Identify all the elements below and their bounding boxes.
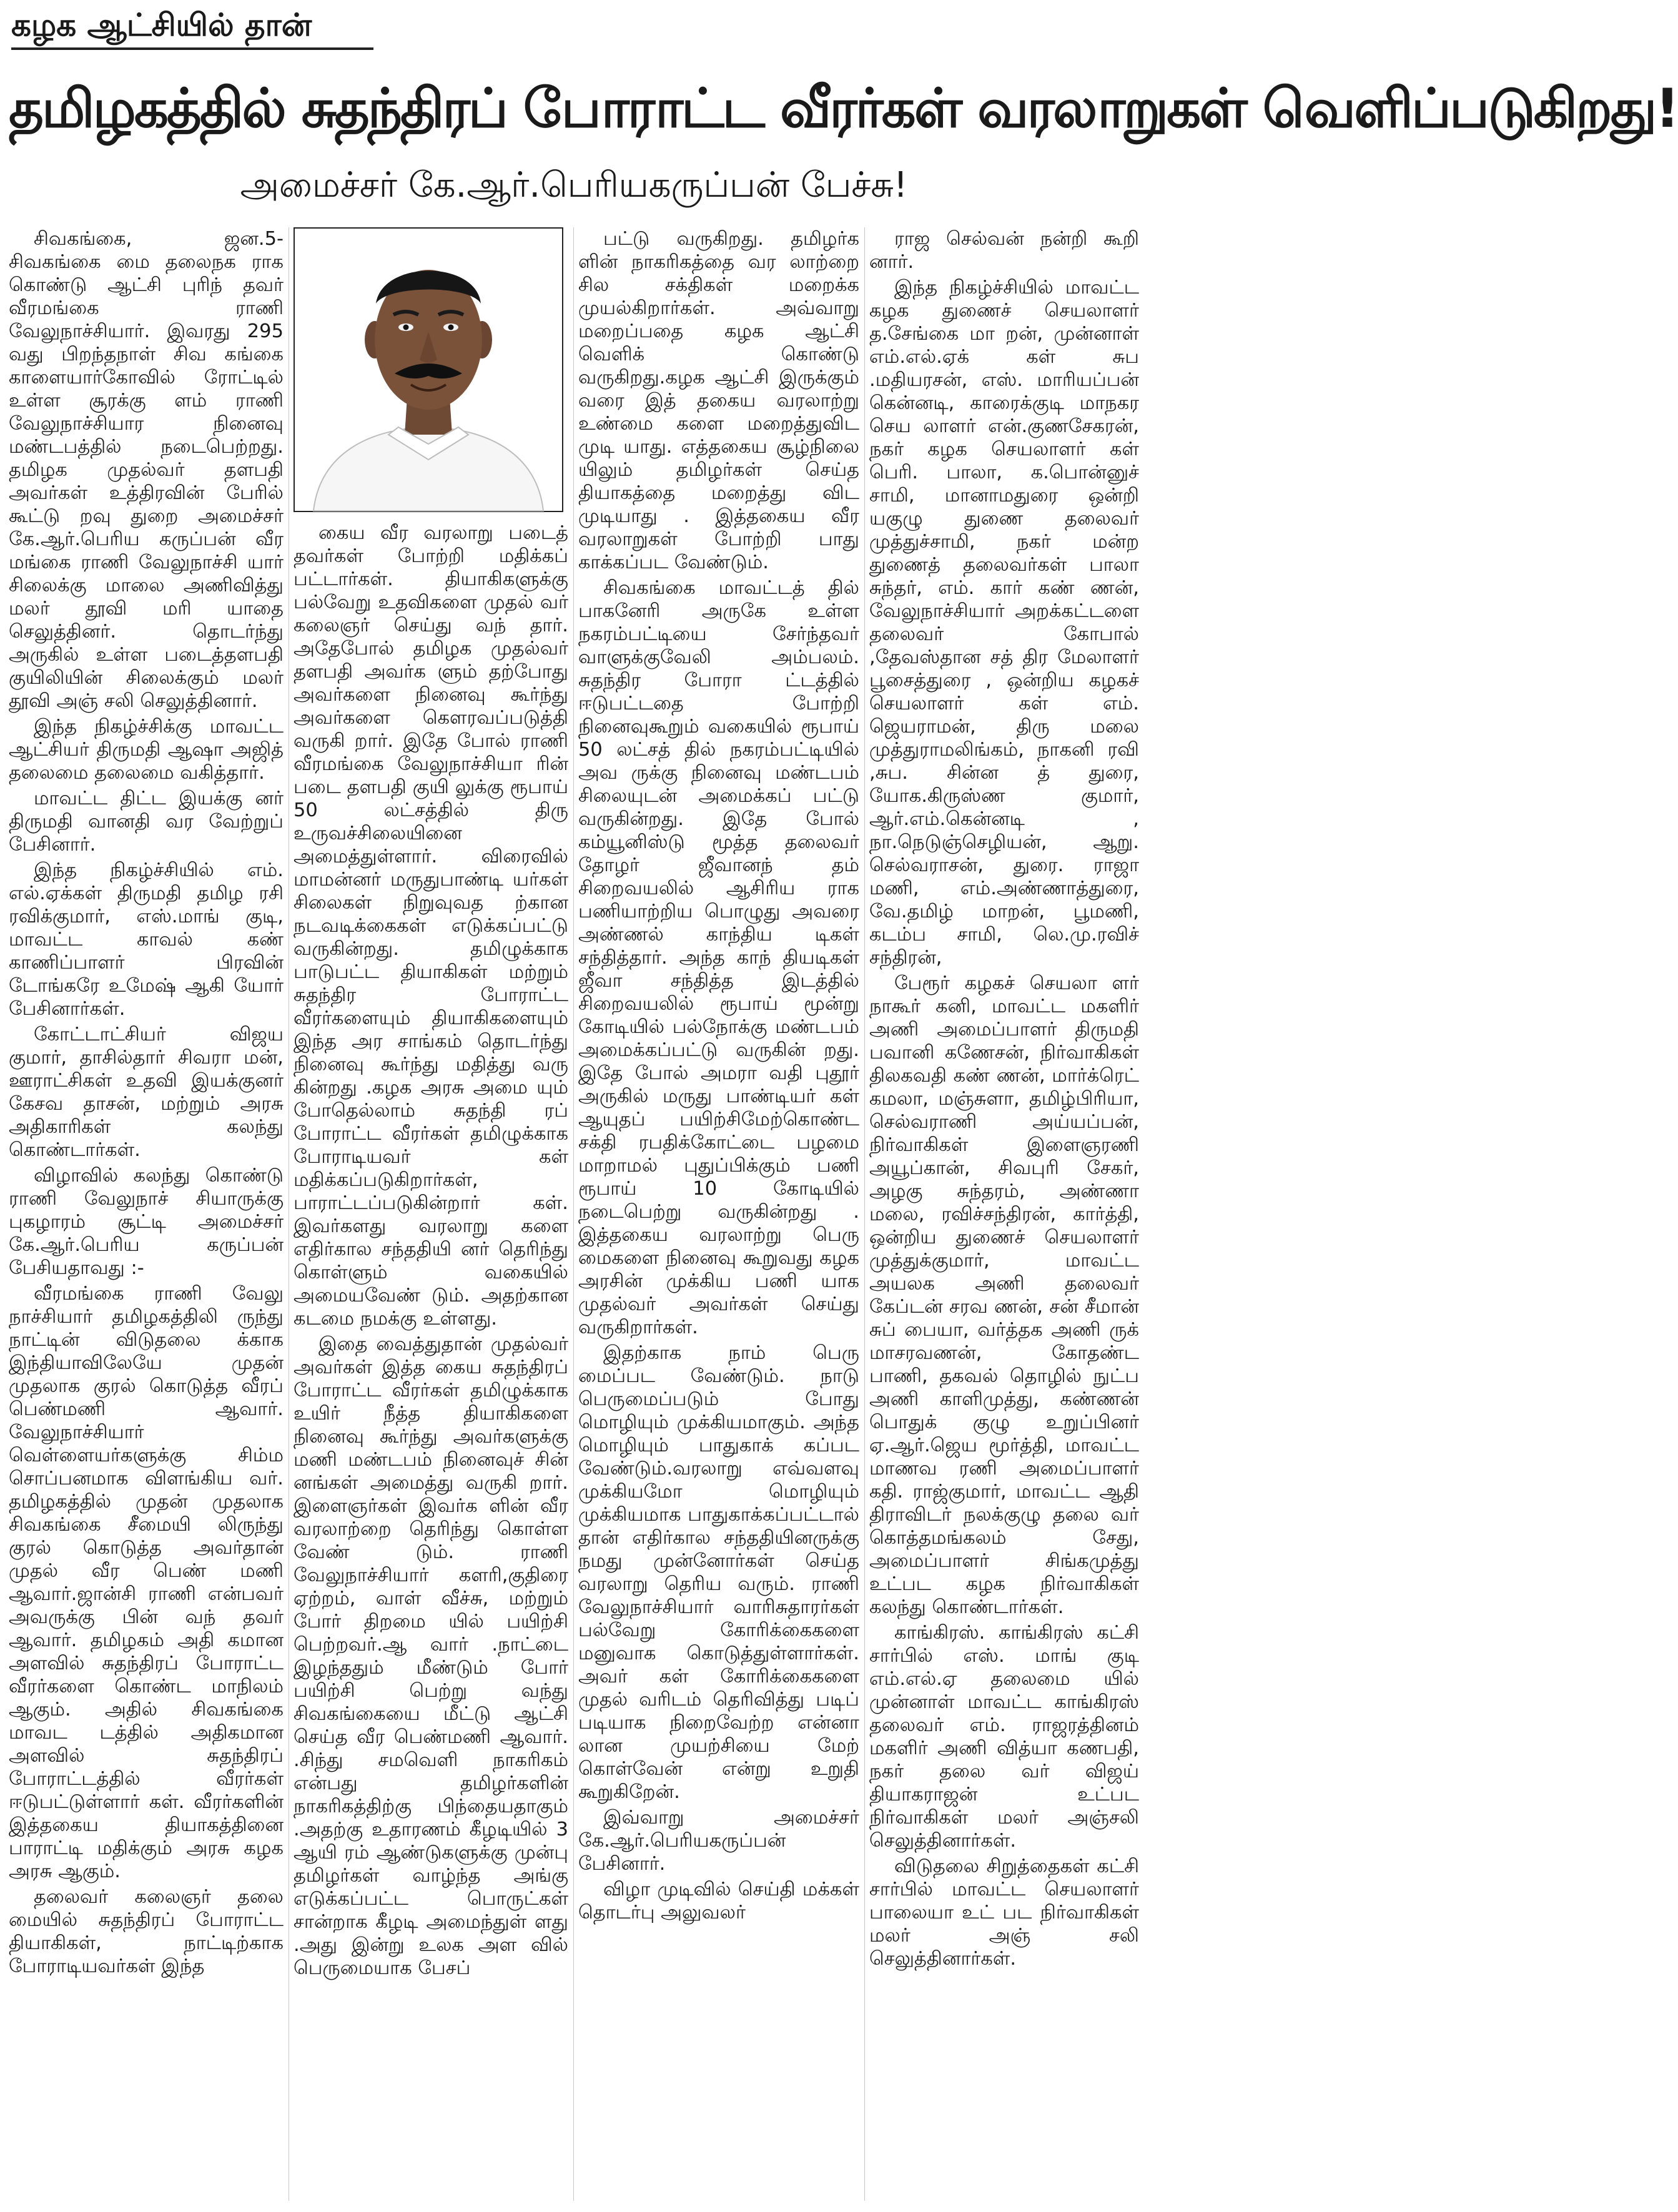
paragraph: சிவகங்கை மாவட்டத் தில் பாகனேரி அருகே உள்ள நகரம்பட்டியை சேர்ந்தவர் வாளுக்குவேலி அம்பலம். சுதந்திர போரா ட்டத்தில் ஈடுபட்டதை போற்றி நினைவுகூறும் வகையில் ரூபாய் 50 லட்சத் தில் நகரம்பட்டியில் அவ ருக்கு நினைவு மண்டபம் சிலையுடன் அமைக்கப் பட்டு வருகின்றது. இதே போல் கம்யூனிஸ்டு மூத்த தலைவர் தோழர் ஜீவானந் தம் சிறைவயலில் ஆசிரிய ராக பணியாற்றிய பொழுது அவரை அண்ணல் காந்திய டிகள் சந்தித்தார். அந்த காந் தியடிகள் ஜீவா சந்தித்த இடத்தில் சிறைவயலில் ரூபாய் மூன்று கோடியில் பல்நோக்கு மண்டபம் அமைக்கப்பட்டு வருகின் றது. இதே போல் அமரா வதி புதூர் அருகில் மருது பாண்டியர் கள் ஆயுதப் பயிற்சிமேற்கொண்ட சக்தி ரபதிக்கோட்டை பழமை மாறாமல் புதுப்பிக்கும் பணி ரூபாய் 10 கோடியில் நடைபெற்று வருகின்றது . இத்தகைய வரலாற்று பெரு மைகளை நினைவு கூறுவது கழக அரசின் முக்கிய பணி யாக முதல்வர் அவர்கள் செய்து வருகிறார்கள்.	[578, 577, 859, 1338]
paragraph: இவ்வாறு அமைச்சர் கே.ஆர்.பெரியகருப்பன் பேசினார்.	[578, 1807, 859, 1875]
column-divider	[573, 227, 574, 2201]
column-divider	[864, 227, 865, 2201]
paragraph: இதற்காக நாம் பெரு மைப்பட வேண்டும். நாடு பெருமைப்படும் போது மொழியும் முக்கியமாகும். அந்த மொழியும் பாதுகாக் கப்பட வேண்டும்.வரலாறு எவ்வளவு முக்கியமோ மொழியும் முக்கியமாக பாதுகாக்கப்பட்டால் தான் எதிர்கால சந்ததியினருக்கு நமது முன்னோர்கள் செய்த வரலாறு தெரிய வரும். ராணி வேலுநாச்சியார் வாரிசுதாரர்கள் பல்வேறு கோரிக்கைகளை மனுவாக கொடுத்துள்ளார்கள். அவர் கள் கோரிக்கைகளை முதல் வரிடம் தெரிவித்து படிப் படியாக நிறைவேற்ற என்னா லான முயற்சியை மேற் கொள்வேன் என்று உறுதி கூறுகிறேன்.	[578, 1342, 859, 1803]
paragraph: பட்டு வருகிறது. தமிழர்க ளின் நாகரிகத்தை வர லாற்றை சில சக்திகள் மறைக்க முயல்கிறார்கள். அவ்வாறு மறைப்பதை கழக ஆட்சி வெளிக் கொண்டு வருகிறது.கழக ஆட்சி இருக்கும் வரை இத் தகைய வரலாற்று உண்மை களை மறைத்துவிட முடி யாது. எத்தகைய சூழ்நிலை யிலும் தமிழர்கள் செய்த தியாகத்தை மறைத்து விட முடியாது . இத்தகைய வீர வரலாறுகள் போற்றி பாது காக்கப்பட வேண்டும்.	[578, 228, 859, 573]
paragraph: விழாவில் கலந்து கொண்டு ராணி வேலுநாச் சியாருக்கு புகழாரம் சூட்டி அமைச்சர் கே.ஆர்.பெரிய கருப்பன் பேசியதாவது :-	[9, 1165, 284, 1279]
paragraph: பேரூர் கழகச் செயலா ளர் நாகூர் கனி, மாவட்ட மகளிர் அணி அமைப்பாளர் திருமதி பவானி கணேசன், நிர்வாகிகள் திலகவதி கண் ணன், மார்க்ரெட் கமலா, மஞ்சுளா, தமிழ்பிரியா, செல்வராணி அய்யப்பன், நிர்வாகிகள் இளைஞரணி அயூப்கான், சிவபுரி சேகர், அழகு சுந்தரம், அண்ணா மலை, ரவிச்சந்திரன், கார்த்தி, ஒன்றிய துணைச் செயலாளர் முத்துக்குமார், மாவட்ட அயலக அணி தலைவர் கேப்டன் சரவ ணன், சன் சீமான் சுப் பையா, வர்த்தக அணி ருக் மாசரவணன், கோதண்ட பாணி, தகவல் தொழில் நுட்ப அணி காளிமுத்து, கண்ணன் பொதுக் குழு உறுப்பினர் ஏ.ஆர்.ஜெய மூர்த்தி, மாவட்ட மாணவ ரணி அமைப்பாளர் கதி. ராஜ்குமார், மாவட்ட ஆதி திராவிடர் நலக்குழு தலை வர் கொத்தமங்கலம் சேது, அமைப்பாளர் சிங்கமுத்து உட்பட கழக நிர்வாகிகள் கலந்து கொண்டார்கள்.	[869, 972, 1139, 1618]
headline: தமிழகத்தில் சுதந்திரப் போராட்ட வீரர்கள் வரலாறுகள் வெளிப்படுகிறது!	[9, 77, 1678, 140]
article-column-1	[9, 227, 284, 2207]
paragraph: விடுதலை சிறுத்தைகள் கட்சி சார்பில் மாவட்ட செயலாளர் பாலையா உட் பட நிர்வாகிகள் மலர் அஞ் சலி செலுத்தினார்கள்.	[869, 1855, 1139, 1970]
paragraph: இந்த நிகழ்ச்சியில் மாவட்ட கழக துணைச் செயலாளர் த.சேங்கை மா றன், முன்னாள் எம்.எல்.ஏக் கள் சுப .மதியரசன், எஸ். மாரியப்பன் கென்னடி, காரைக்குடி மாநகர செய லாளர் என்.குணசேகரன், நகர் கழக செயலாளர் கள் பெரி. பாலா, க.பொன்னுச் சாமி, மானாமதுரை ஒன்றி யகுழு துணை தலைவர் முத்துச்சாமி, நகர் மன்ற துணைத் தலைவர்கள் பாலா சுந்தர், எம். கார் கண் ணன், வேலுநாச்சியார் அறக்கட்டளை தலைவர் கோபால் ,தேவஸ்தான சத் திர மேலாளர் பூசைத்துரை , ஒன்றிய கழகச் செயலாளர் கள் எம். ஜெயராமன், திரு மலை முத்துராமலிங்கம், நாகனி ரவி ,சுப. சின்ன த் துரை, யோக.கிருஸ்ண குமார், ஆர்.எம்.கென்னடி , நா.நெடுஞ்செழியன், ஆறு. செல்வராசன், துரை. ராஜா மணி, எம்.அண்ணாத்துரை, வே.தமிழ் மாறன், பூமணி, கடம்ப சாமி, லெ.மு.ரவிச் சந்திரன்,	[869, 277, 1139, 969]
paragraph: தலைவர் கலைஞர் தலை மையில் சுதந்திரப் போராட்ட தியாகிகள், நாட்டிற்காக போராடியவர்கள் இந்த	[9, 1886, 284, 1977]
subhead: அமைச்சர் கே.ஆர்.பெரியகருப்பன் பேச்சு!	[240, 165, 908, 205]
minister-photo	[294, 227, 563, 512]
kicker: கழக ஆட்சியில் தான்	[11, 5, 373, 50]
paragraph: ராஜ செல்வன் நன்றி கூறி னார்.	[869, 228, 1139, 273]
paragraph: மாவட்ட திட்ட இயக்கு னர் திருமதி வானதி வர வேற்றுப் பேசினார்.	[9, 788, 284, 856]
paragraph: இந்த நிகழ்ச்சியில் எம். எல்.ஏக்கள் திருமதி தமிழ ரசி ரவிக்குமார், எஸ்.மாங் குடி, மாவட்ட காவல் கண் காணிப்பாளர் பிரவின் டோங்கரே உமேஷ் ஆகி யோர் பேசினார்கள்.	[9, 859, 284, 1020]
paragraph: விழா முடிவில் செய்தி மக்கள் தொடர்பு அலுவலர்	[578, 1879, 859, 1923]
paragraph: கைய வீர வரலாறு படைத் தவர்கள் போற்றி மதிக்கப் பட்டார்கள். தியாகிகளுக்கு பல்வேறு உதவிகளை முதல் வர் கலைஞர் செய்து வந் தார். அதேபோல் தமிழக முதல்வர் தளபதி அவர்க ளும் தற்போது அவர்களை நினைவு கூர்ந்து அவர்களை கௌரவப்படுத்தி வருகி றார். இதே போல் ராணி வீரமங்கை வேலுநாச்சியா ரின் படை தளபதி குயி லுக்கு ரூபாய் 50 லட்சத்தில் திரு உருவச்சிலையினை அமைத்துள்ளார். விரைவில் மாமன்னர் மருதுபாண்டி யர்கள் சிலைகள் நிறுவுவத ற்கான நடவடிக்கைகள் எடுக்கப்பட்டு வருகின்றது. தமிழுக்காக பாடுபட்ட தியாகிகள் மற்றும் சுதந்திர போராட்ட வீரர்களையும் தியாகிகளையும் இந்த அர சாங்கம் தொடர்ந்து நினைவு கூர்ந்து மதித்து வரு கின்றது .கழக அரசு அமை யும் போதெல்லாம் சுதந்தி ரப் போராட்ட வீரர்கள் தமிழுக்காக போராடியவர் கள் மதிக்கப்படுகிறார்கள், பாராட்டப்படுகின்றார் கள். இவர்களது வரலாறு களை எதிர்கால சந்ததியி னர் தெரிந்து கொள்ளும் வகையில் அமையவேண் டும். அதற்கான கடமை நமக்கு உள்ளது.	[294, 522, 568, 1330]
paragraph: இந்த நிகழ்ச்சிக்கு மாவட்ட ஆட்சியர் திருமதி ஆஷா அஜித் தலைமை தலைமை வகித்தார்.	[9, 716, 284, 784]
paragraph: காங்கிரஸ். காங்கிரஸ் கட்சி சார்பில் எஸ். மாங் குடி எம்.எல்.ஏ தலைமை யில் முன்னாள் மாவட்ட காங்கிரஸ் தலைவர் எம். ராஜரத்தினம் மகளிர் அணி வித்யா கணபதி, நகர் தலை வர் விஜய் தியாகராஜன் உட்பட நிர்வாகிகள் மலர் அஞ்சலி செலுத்தினார்கள்.	[869, 1622, 1139, 1852]
article-column-2	[294, 521, 568, 2208]
paragraph: வீரமங்கை ராணி வேலு நாச்சியார் தமிழகத்திலி ருந்து நாட்டின் விடுதலை க்காக இந்தியாவிலேயே முதன் முதலாக குரல் கொடுத்த வீரப் பெண்மணி ஆவார். வேலுநாச்சியார் வெள்ளையர்களுக்கு சிம்ம சொப்பனமாக விளங்கிய வர். தமிழகத்தில் முதன் முதலாக சிவகங்கை சீமையி லிருந்து குரல் கொடுத்த அவர்தான் முதல் வீர பெண் மணி ஆவார்.ஜான்சி ராணி என்பவர் அவருக்கு பின் வந் தவர் ஆவார். தமிழகம் அதி கமான அளவில் சுதந்திரப் போராட்ட வீரர்களை கொண்ட மாநிலம் ஆகும். அதில் சிவகங்கை மாவட டத்தில் அதிகமான அளவில் சுதந்திரப் போராட்டத்தில் வீரர்கள் ஈடுபட்டுள்ளார் கள். வீரர்களின் இத்தகைய தியாகத்தினை பாராட்டி மதிக்கும் அரசு கழக அரசு ஆகும்.	[9, 1283, 284, 1882]
paragraph: கோட்டாட்சியர் விஜய குமார், தாசில்தார் சிவரா மன், ஊராட்சிகள் உதவி இயக்குனர் கேசவ தாசன், மற்றும் அரசு அதிகாரிகள் கலந்து கொண்டார்கள்.	[9, 1024, 284, 1161]
paragraph: இதை வைத்துதான் முதல்வர் அவர்கள் இத்த கைய சுதந்திரப் போராட்ட வீரர்கள் தமிழுக்காக உயிர் நீத்த தியாகிகளை நினைவு கூர்ந்து அவர்களுக்கு மணி மண்டபம் நினைவுச் சின் னங்கள் அமைத்து வருகி றார். இளைஞர்கள் இவர்க ளின் வீர வரலாற்றை தெரிந்து கொள்ள வேண் டும். ராணி வேலுநாச்சியார் களரி,குதிரை ஏற்றம், வாள் வீச்சு, மற்றும் போர் திறமை யில் பயிற்சி பெற்றவர்.ஆ வார் .நாட்டை இழந்ததும் மீண்டும் போர் பயிற்சி பெற்று வந்து சிவகங்கையை மீட்டு ஆட்சி செய்த வீர பெண்மணி ஆவார். .சிந்து சமவெளி நாகரிகம் என்பது தமிழர்களின் நாகரிகத்திற்கு பிந்தையதாகும் .அதற்கு உதாரணம் கீழடியில் 3 ஆயி ரம் ஆண்டுகளுக்கு முன்பு தமிழர்கள் வாழ்ந்த அங்கு எடுக்கப்பட்ட பொருட்கள் சான்றாக கீழடி அமைந்துள் ளது .அது இன்று உலக அள வில் பெருமையாக பேசப்	[294, 1333, 568, 1979]
article-column-4	[869, 227, 1139, 2207]
paragraph: சிவகங்கை, ஜன.5- சிவகங்கை மை தலைநக ராக கொண்டு ஆட்சி புரிந் தவர் வீரமங்கை ராணி வேலுநாச்சியார். இவரது 295 வது பிறந்தநாள் சிவ கங்கை காளையார்கோவில் ரோட்டில் உள்ள சூரக்கு ளம் ராணி வேலுநாச்சியார நினைவு மண்டபத்தில் நடைபெற்றது. தமிழக முதல்வர் தளபதி அவர்கள் உத்திரவின் பேரில் கூட்டு றவு துறை அமைச்சர் கே.ஆர்.பெரிய கருப்பன் வீர மங்கை ராணி வேலுநாச்சி யார் சிலைக்கு மாலை அணிவித்து மலர் தூவி மரி யாதை செலுத்தினர். தொடர்ந்து அருகில் உள்ள படைத்தளபதி குயிலியின் சிலைக்கும் மலர் தூவி அஞ் சலி செலுத்தினார்.	[9, 228, 284, 712]
article-column-3	[578, 227, 859, 2207]
